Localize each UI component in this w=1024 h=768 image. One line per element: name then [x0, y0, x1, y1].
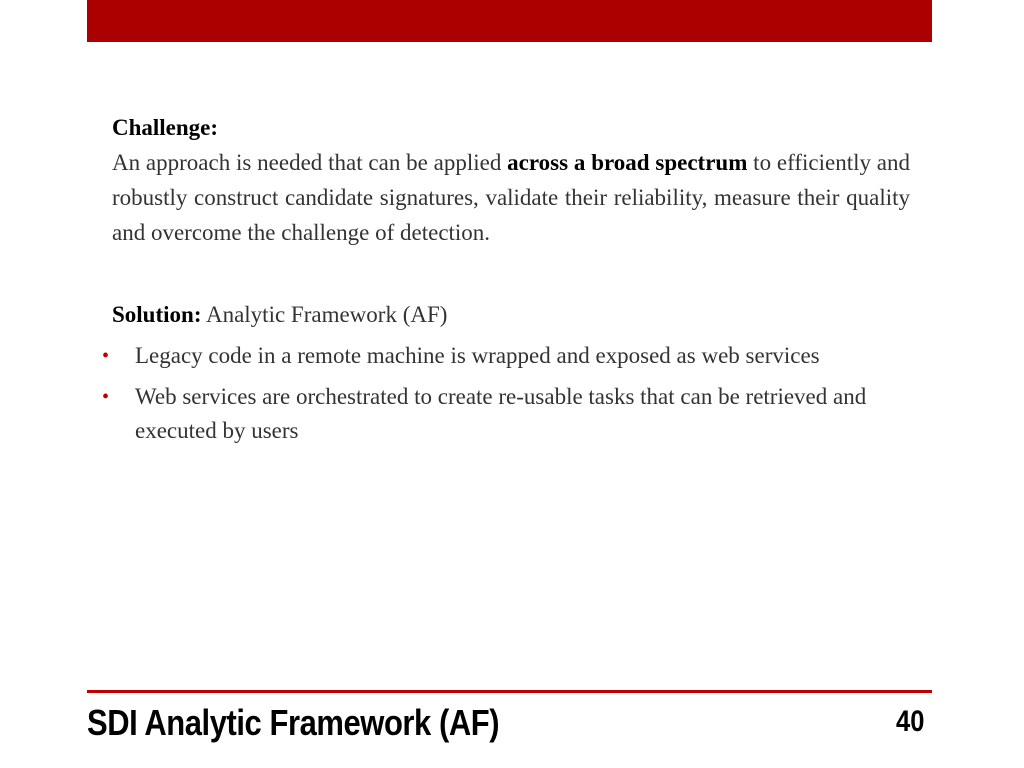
bullet-text: Web services are orchestrated to create re-usable tasks that can be retrieved and executed by users [135, 384, 867, 443]
footer-rule [87, 690, 932, 693]
challenge-text-start: An approach is needed that can be applied [112, 150, 508, 175]
bullet-item [102, 380, 895, 448]
solution-text: Analytic Framework (AF) [201, 302, 448, 327]
bullet-icon: • [102, 345, 110, 367]
slide-content [102, 110, 910, 448]
bullet-item [102, 339, 895, 373]
bullet-icon: • [102, 386, 110, 408]
challenge-text [112, 145, 910, 250]
challenge-text-emphasis: across a broad spectrum [507, 150, 748, 175]
header-bar [87, 0, 932, 42]
footer-title: SDI Analytic Framework (AF) [87, 702, 500, 743]
challenge-heading: Challenge: [112, 115, 219, 140]
bullet-text: Legacy code in a remote machine is wrapped and exposed as web services [135, 343, 820, 368]
solution-line [112, 297, 910, 332]
page-number: 40 [895, 705, 924, 738]
challenge-text-end: to efficiently and robustly construct candidate signatures, validate their reliability, measure their quality and overcome the challenge of detection. [112, 150, 910, 245]
bullet-list [102, 339, 910, 448]
solution-label: Solution: [112, 302, 202, 327]
